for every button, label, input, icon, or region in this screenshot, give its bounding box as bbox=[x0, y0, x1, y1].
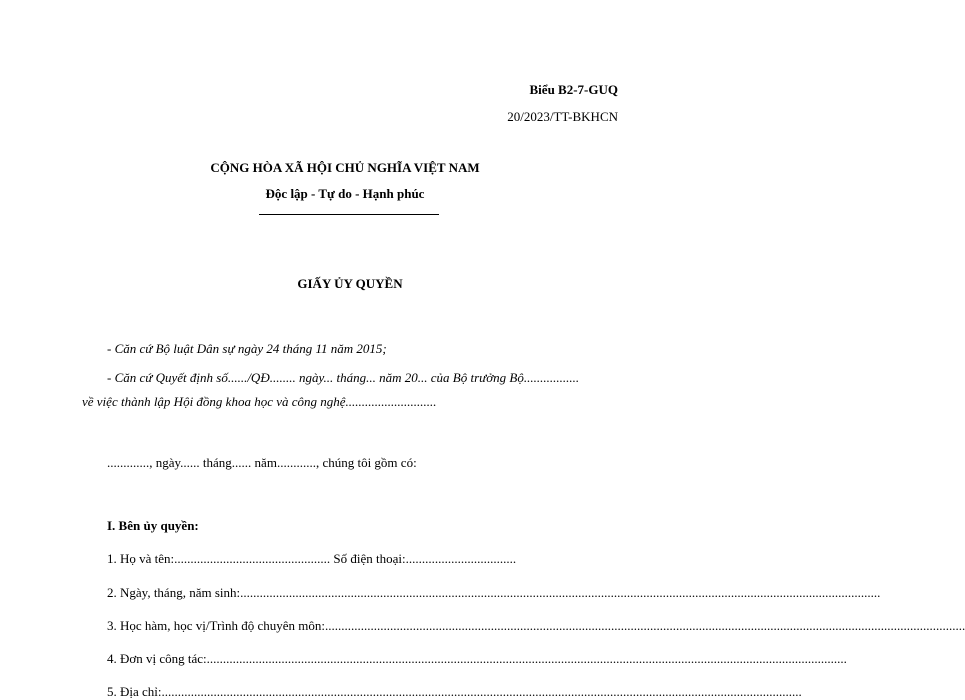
basis-civil-code: - Căn cứ Bộ luật Dân sự ngày 24 tháng 11 năm 2015; bbox=[107, 341, 387, 356]
phone-dots: .................................. bbox=[405, 551, 517, 566]
motto-underline bbox=[259, 214, 439, 215]
field-address bbox=[107, 684, 802, 700]
workplace-dots: ..................................................................................................................................................................................................... bbox=[206, 651, 847, 666]
circular-number: 20/2023/TT-BKHCN bbox=[507, 109, 618, 124]
basis-decision: - Căn cứ Quyết định số....../QĐ........ ngày... tháng... năm 20... của Bộ trưởng Bộ................. bbox=[107, 370, 580, 385]
place-date-line: ............., ngày...... tháng...... năm............, chúng tôi gồm có: bbox=[107, 455, 417, 470]
basis-decision-continued: về việc thành lập Hội đồng khoa học và công nghệ............................ bbox=[82, 394, 437, 409]
section-authorizer-heading: I. Bên ủy quyền: bbox=[107, 518, 199, 533]
field-workplace bbox=[107, 651, 847, 667]
full-name-dots: ................................................ bbox=[174, 551, 331, 566]
field-full-name bbox=[107, 551, 516, 567]
country-name: CỘNG HÒA XÃ HỘI CHỦ NGHĨA VIỆT NAM bbox=[210, 160, 480, 175]
full-name-label: 1. Họ và tên: bbox=[107, 551, 175, 566]
form-code: Biểu B2-7-GUQ bbox=[529, 82, 618, 97]
academic-degree-label: 3. Học hàm, học vị/Trình độ chuyên môn: bbox=[107, 618, 325, 633]
workplace-label: 4. Đơn vị công tác: bbox=[107, 651, 207, 666]
address-label: 5. Địa chỉ: bbox=[107, 684, 162, 699]
date-of-birth-label: 2. Ngày, tháng, năm sinh: bbox=[107, 585, 241, 600]
document-title: GIẤY ỦY QUYỀN bbox=[297, 276, 403, 291]
date-of-birth-dots: ..................................................................................................................................................................................................... bbox=[240, 585, 881, 600]
academic-degree-dots: ..................................................................................................................................................................................................... bbox=[324, 618, 965, 633]
field-date-of-birth bbox=[107, 585, 881, 601]
address-dots: ..................................................................................................................................................................................................... bbox=[161, 684, 802, 699]
field-academic-degree bbox=[107, 618, 965, 634]
phone-label: Số điện thoại: bbox=[333, 551, 406, 566]
national-motto: Độc lập - Tự do - Hạnh phúc bbox=[265, 186, 425, 201]
